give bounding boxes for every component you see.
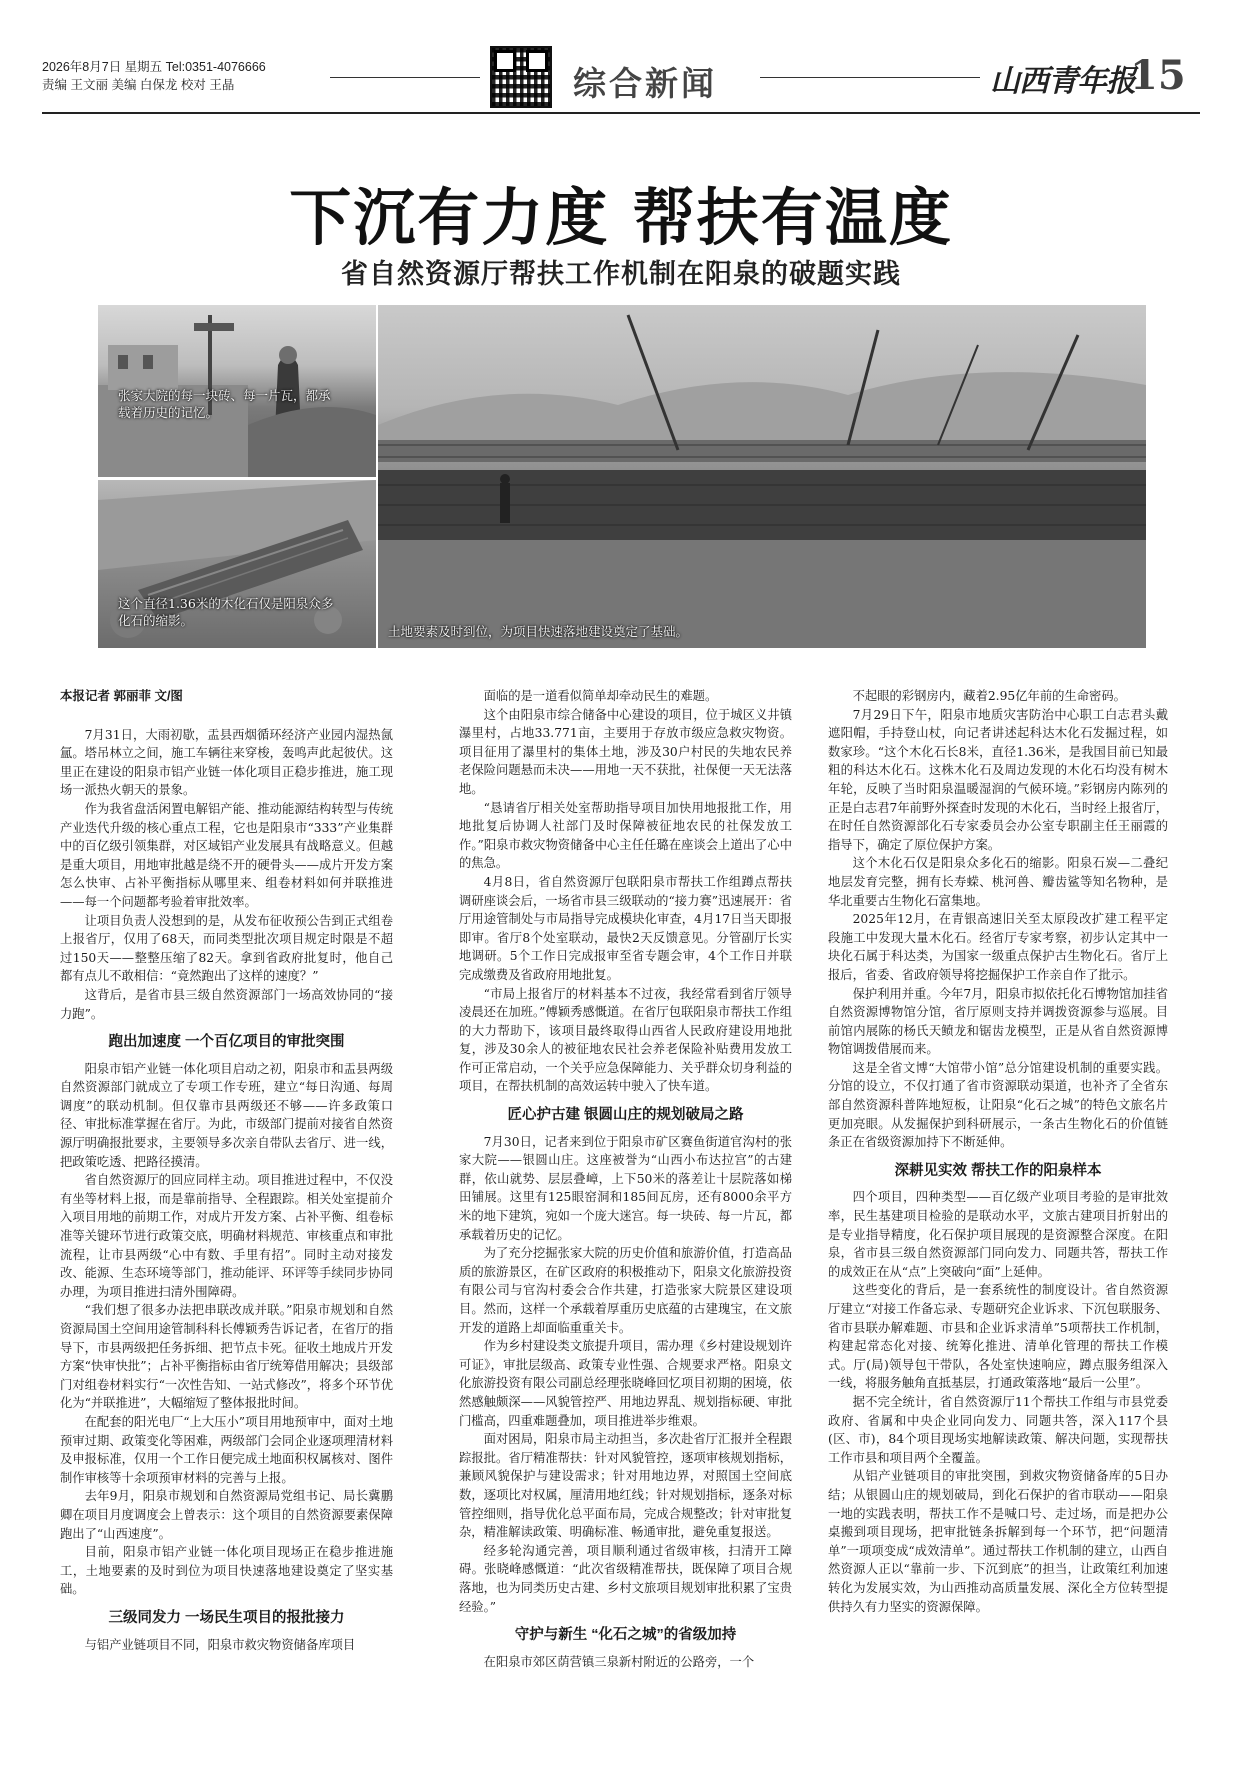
article-paragraph: 目前，阳泉市铝产业链一体化项目现场正在稳步推进施工，土地要素的及时到位为项目快速落地建设奠定了坚实基础。 [60,1545,393,1597]
article-paragraph: 面对困局，阳泉市局主动担当，多次赴省厅汇报并全程跟踪报批。省厅精准帮扶：针对风貌管控，逐项审核规划指标，兼顾风貌保护与建设需求；针对用地边界，对照国土空间底数，逐项比对权属，厘清用地红线；针对规划指标，逐条对标管控细则，指导优化总平面布局，完成合规整改；针对审批复杂，精准解读政策、明确标准、畅通审批，避免重复报送。 [459,1432,792,1540]
qr-code [490,46,552,108]
byline: 本报记者 郭丽菲 文/图 [60,689,183,703]
article-paragraph: 据不完全统计，省自然资源厅11个帮扶工作组与市县党委政府、省属和中央企业同向发力、同题共答，深入117个县(区、市)，84个项目现场实地解读政策、解决问题，实现帮扶工作市县和项目两个全覆盖。 [828,1394,1168,1465]
header-divider [42,112,1200,114]
page-number: 15 [1130,52,1186,99]
article-title: 下沉有力度 帮扶有温度 [289,181,953,254]
article-paragraph: 面临的是一道看似简单却牵动民生的难题。 [483,689,718,703]
article-paragraph: 省自然资源厅的回应同样主动。项目推进过程中，不仅没有坐等材料上报，而是靠前指导、全程跟踪。相关处室提前介入项目用地的前期工作，对成片开发方案、占补平衡、组卷标准等关键环节进行政策交底，明确材料规范、审核重点和审批流程，让市县两级“心中有数、手里有招”。同时主动对接发改、能源、生态环境等部门，推动能评、环评等手续同步协同办理，为项目推进扫清外围障碍。 [60,1173,393,1299]
article-paragraph: 作为我省盘活闲置电解铝产能、推动能源结构转型与传统产业迭代升级的核心重点工程，它也是阳泉市“333”产业集群中的百亿级引领集群，对区域铝产业发展具有战略意义。但越是重大项目，用地审批越是绕不开的硬骨头——成片开发方案怎么快审、占补平衡指标从哪里来、组卷材料如何并联推进——每一个问题都考验着审批效率。 [60,801,393,909]
article-paragraph: 7月29日下午，阳泉市地质灾害防治中心职工白志君头戴遮阳帽，手持登山杖，向记者讲述起科达木化石发掘过程，如数家珍。“这个木化石长8米，直径1.36米，是我国目前已知最粗的科达木化石。这株木化石及周边发现的木化石均没有树木年轮，反映了当时阳泉温暖湿润的气候环境。”彩钢房内陈列的正是白志君7年前野外探查时发现的木化石，当时经上报省厅，在时任自然资源部化石专家委员会办公室专职副主任王丽霞的指导下，确定了原位保护方案。 [828,707,1168,852]
section-heading: 深耕见实效 帮扶工作的阳泉样本 [894,1162,1102,1179]
article-paragraph: 让项目负责人没想到的是，从发布征收预公告到正式组卷上报省厅，仅用了68天，而同类型批次项目规定时限是不超过150天——整整压缩了82天。拿到省政府批复时，他自己都有点儿不敢相信：“竟然跑出了这样的速度？” [60,913,393,984]
petrified-wood-photo [98,480,376,648]
article-paragraph: 不起眼的彩钢房内，藏着2.95亿年前的生命密码。 [852,689,1126,703]
masthead-info [42,58,266,94]
article-paragraph: 4月8日，省自然资源厅包联阳泉市帮扶工作组蹲点帮扶调研座谈会后，一场省市县三级联动的“接力赛”迅速展开：省厅用途管制处与市局指导完成模块化审查，4月17日当天即报即审。省厅8个处室联动，最快2天反馈意见。分管副厅长实地调研。5个工作日完成报审至省专题会审，4个工作日并联完成缴费及省政府用地批复。 [459,874,792,982]
article-paragraph: 经多轮沟通完善，项目顺利通过省级审核，扫清开工障碍。张晓峰感慨道：“此次省级精准帮扶，既保障了项目合规落地，也为同类历史古建、乡村文旅项目规划审批积累了宝贵经验。” [459,1543,792,1614]
article-paragraph: 在配套的阳光电厂“上大压小”项目用地预审中，面对土地预审过期、政策变化等困难，两级部门会同企业逐项理清材料及申报标准，仅用一个工作日便完成土地面积权属核对、图件制作审核等十余项预审材料的完善与上报。 [60,1414,393,1485]
village-courtyard-photo [98,305,376,477]
header-rule-right [760,77,980,78]
photo-caption: 土地要素及时到位，为项目快速落地建设奠定了基础。 [388,624,689,639]
article-paragraph: 从铝产业链项目的审批突围，到救灾物资储备库的5日办结；从银圆山庄的规划破局，到化石保护的省市联动——阳泉一地的实践表明，帮扶工作不是喊口号、走过场，而是把办公桌搬到项目现场，把审批链条拆解到每一个环节，把“问题清单”一项项变成“成效清单”。通过帮扶工作机制的建立，山西自然资源人正以“靠前一步、下沉到底”的担当，让政策红利加速转化为发展实效，为山西推动高质量发展、深化全方位转型提供持久有力坚实的资源保障。 [828,1469,1168,1614]
section-name: 综合新闻 [573,64,717,103]
article-paragraph: “恳请省厅相关处室帮助指导项目加快用地报批工作，用地批复后协调人社部门及时保障被征地农民的社保发放工作。”阳泉市救灾物资储备中心主任任璐在座谈会上道出了心中的焦急。 [459,800,792,871]
article-column-3 [828,687,1168,1616]
article-column-1 [60,687,393,1654]
construction-site-illustration [378,305,1146,648]
article-paragraph: 这个木化石仅是阳泉众多化石的缩影。阳泉石炭—二叠纪地层发育完整，拥有长寿蝾、桃河兽、瓣齿鲨等知名物种，是华北重要古生物化石富集地。 [828,856,1168,908]
article-paragraph: 与铝产业链项目不同，阳泉市救灾物资储备库项目 [84,1637,356,1652]
section-heading: 匠心护古建 银圆山庄的规划破局之路 [507,1107,744,1124]
editors-line: 责编 王文丽 美编 白保龙 校对 王晶 [42,78,235,92]
article-paragraph: 7月31日，大雨初歇，盂县西烟循环经济产业园内湿热氤氲。塔吊林立之间，施工车辆往来穿梭，轰鸣声此起彼伏。这里正在建设的阳泉市铝产业链一体化项目正稳步推进，施工现场一派热火朝天的景象。 [60,727,393,798]
photo-caption: 这个直径1.36米的木化石仅是阳泉众多化石的缩影。 [118,596,334,628]
article-paragraph: 这些变化的背后，是一套系统性的制度设计。省自然资源厅建立“对接工作备忘录、专题研究企业诉求、下沉包联服务、省市县联办解难题、市县和企业诉求清单”5项帮扶工作机制，构建起常态化对接、统筹化推进、清单化管理的帮扶工作模式。厅(局)领导包干带队，各处室快速响应，蹲点服务组深入一线，将服务触角直抵基层，打通政策落地“最后一公里”。 [828,1283,1168,1391]
article-paragraph: 作为乡村建设类文旅提升项目，需办理《乡村建设规划许可证》，审批层级高、政策专业性强、合规要求严格。阳泉文化旅游投资有限公司副总经理张晓峰回忆项目初期的困境，依然感触颇深——风貌管控严、用地边界乱、规划指标硬、审批门槛高，四重难题叠加，项目推进举步维艰。 [459,1339,792,1428]
article-paragraph: 四个项目，四种类型——百亿级产业项目考验的是审批效率，民生基建项目检验的是联动水平，文旅古建项目折射出的是专业指导精度，化石保护项目展现的是资源整合深度。在阳泉，省市县三级自然资源部门同向发力、同题共答，帮扶工作的成效正在从“点”上突破向“面”上延伸。 [828,1190,1168,1279]
article-column-2 [459,687,792,1671]
article-paragraph: 保护利用并重。今年7月，阳泉市拟依托化石博物馆加挂省自然资源博物馆分馆，省厅原则支持并调拨资源参与巡展。目前馆内展陈的杨氏天鲼龙和锯齿龙模型，正是从省自然资源博物馆调拨借展而来。 [828,986,1168,1057]
article-paragraph: 为了充分挖掘张家大院的历史价值和旅游价值，打造高品质的旅游景区，在矿区政府的积极推动下，阳泉文化旅游投资有限公司与官沟村委会合作共建，打造张家大院景区建设项目。然而，这样一个承载着厚重历史底蕴的古建瑰宝，在文旅开发的道路上却面临重重关卡。 [459,1246,792,1335]
section-heading: 守护与新生 “化石之城”的省级加持 [514,1627,737,1644]
article-paragraph: 去年9月，阳泉市规划和自然资源局党组书记、局长冀鹏卿在项目月度调度会上曾表示：这个项目的自然资源要素保障跑出了“山西速度”。 [60,1489,393,1541]
article-paragraph: “我们想了很多办法把串联改成并联。”阳泉市规划和自然资源局国土空间用途管制科科长傅颖秀告诉记者，在省厅的指导下，市县两级把任务拆细、把节点卡死。征收土地成片开发方案“快审快批”；占补平衡指标由省厅统筹借用解决；县级部门对组卷材料实行“一次性告知、一站式修改”，将多个环节优化为“并联推进”，大幅缩短了整体报批时间。 [60,1303,393,1411]
article-paragraph: 在阳泉市郊区荫营镇三泉新村附近的公路旁，一个 [483,1654,755,1669]
section-heading: 跑出加速度 一个百亿项目的审批突围 [108,1034,345,1051]
article-paragraph: 这个由阳泉市综合储备中心建设的项目，位于城区义井镇瀑里村，占地33.771亩，主要用于存放市级应急救灾物资。项目征用了瀑里村的集体土地，涉及30户村民的失地农民养老保险问题悬而未决——用地一天不获批，社保便一天无法落地。 [459,707,792,796]
section-heading: 三级同发力 一场民生项目的报批接力 [108,1609,345,1626]
article-paragraph: “市局上报省厅的材料基本不过夜，我经常看到省厅领导凌晨还在加班。”傅颖秀感慨道。在省厅包联阳泉市帮扶工作组的大力帮助下，该项目最终取得山西省人民政府建设用地批复，涉及30余人的被征地农民社会养老保险补贴费用发放工作可正常启动，一个关乎应急保障能力、关乎群众切身利益的项目，在帮扶机制的高效运转中驶入了快车道。 [459,986,792,1094]
article-paragraph: 阳泉市铝产业链一体化项目启动之初，阳泉市和盂县两级自然资源部门就成立了专项工作专班，建立“每日沟通、每周调度”的联动机制。但仅靠市县两级还不够——许多政策口径、审批标准掌握在省厅。为此，市级部门提前对接省自然资源厅明确报批要求，主要领导多次亲自带队去省厅、进一线，把政策吃透、把路径摸清。 [60,1061,393,1169]
newspaper-logo: 山西青年报 [990,64,1135,99]
article-subtitle: 省自然资源厅帮扶工作机制在阳泉的破题实践 [341,259,901,290]
construction-site-photo [378,305,1146,648]
article-paragraph: 7月30日，记者来到位于阳泉市矿区赛鱼街道官沟村的张家大院——银圆山庄。这座被誉为“山西小布达拉宫”的古建群，依山就势、层层叠嶂，上下50米的落差让十层院落如梯田铺展。这里有125眼窑洞和185间瓦房，还有8000余平方米的地下建筑，宛如一个庞大迷宫。每一块砖、每一片瓦，都承载着历史的记忆。 [459,1134,792,1242]
article-paragraph: 这背后，是省市县三级自然资源部门一场高效协同的“接力跑”。 [60,987,393,1021]
photo-caption: 张家大院的每一块砖、每一片瓦，都承载着历史的记忆。 [118,388,331,420]
header-rule-left [330,77,480,78]
article-paragraph: 这是全省文博“大馆带小馆”总分馆建设机制的重要实践。分馆的设立，不仅打通了省市资源联动渠道，也补齐了全省东部自然资源科普阵地短板，让阳泉“化石之城”的特色文旅名片更加亮眼。从发掘保护到科研展示，一条古生物化石的价值链条正在省级资源加持下不断延伸。 [828,1060,1168,1150]
article-paragraph: 2025年12月，在青银高速旧关至太原段改扩建工程平定段施工中发现大量木化石。经省厅专家考察，初步认定其中一块化石属于科达类，为国家一级重点保护古生物化石。省厅上报后，省委、省政府领导将挖掘保护工作亲自作了批示。 [828,912,1168,982]
date-line: 2026年8月7日 星期五 Tel:0351-4076666 [42,60,266,74]
